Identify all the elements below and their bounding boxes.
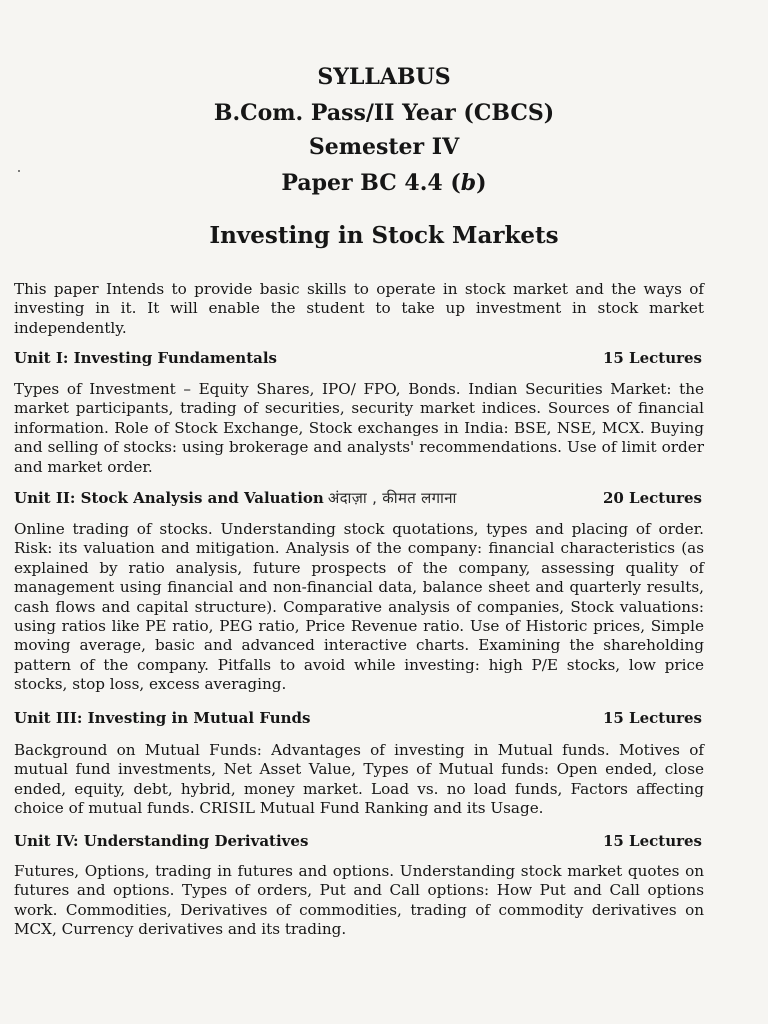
handwritten-note: अंदाज़ा , कीमत लगाना <box>327 489 457 507</box>
unit-1-heading <box>14 348 702 368</box>
paper-code-close: ) <box>476 170 487 196</box>
unit-2-lectures: 20 Lectures <box>602 489 702 507</box>
unit-3-body: Background on Mutual Funds: Advantages of investing in Mutual funds. Motives of mutual fund investments, Net Asset Value, Types of Mutual funds: Open ended, close ended, equity, debt, hybrid, money market. Load vs. no load funds, Factors affecting choice of mutual funds. CRISIL Mutual Fund Ranking and its Usage. <box>14 741 704 818</box>
unit-4-body: Futures, Options, trading in futures and options. Understanding stock market quotes on futures and options. Types of orders, Put and Call options: How Put and Call options work. Commodities, Derivatives of commodities, trading of commodity derivatives on MCX, Currency derivatives and its trading. <box>14 862 704 939</box>
unit-4-title: Unit IV: Understanding Derivatives <box>14 832 309 850</box>
paper-code: Paper BC 4.4 ( <box>281 170 461 196</box>
intro-paragraph: This paper Intends to provide basic skills to operate in stock market and the ways of investing in it. It will enable the student to take up investment in stock market independently. <box>14 280 704 337</box>
unit-4-lectures: 15 Lectures <box>602 832 702 850</box>
course-heading: B.Com. Pass/II Year (CBCS) <box>213 100 555 126</box>
unit-2-title <box>14 488 457 508</box>
paper-heading <box>0 172 768 194</box>
unit-1-lectures: 15 Lectures <box>602 349 702 367</box>
unit-2-body: Online trading of stocks. Understanding stock quotations, types and placing of order. Risk: its valuation and mitigation. Analysis of the company: financial characteristics (as explained by ratio analysis, future prospects of the company, assessing quality of management using financial and non-financial data, balance sheet and quarterly results, cash flows and capital structure). Comparative analysis of companies, Stock valuations: using ratios like PE ratio, PEG ratio, Price Revenue ratio. Use of Historic prices, Simple moving average, basic and advanced interactive charts. Examining the shareholding pattern of the company. Pitfalls to avoid while investing: high P/E stocks, low price stocks, stop loss, excess averaging. <box>14 520 704 694</box>
unit-3-heading <box>14 708 702 728</box>
unit-4-heading <box>14 831 702 851</box>
unit-2-heading <box>14 488 702 508</box>
semester-heading: Semester IV <box>308 134 460 160</box>
subject-title: Investing in Stock Markets <box>209 222 559 249</box>
syllabus-heading: SYLLABUS <box>317 64 451 90</box>
unit-3-title: Unit III: Investing in Mutual Funds <box>14 709 311 727</box>
unit-2-title-text: Unit II: Stock Analysis and Valuation <box>14 489 324 507</box>
paper-code-letter: b <box>460 170 477 196</box>
unit-3-lectures: 15 Lectures <box>602 709 702 727</box>
unit-1-title: Unit I: Investing Fundamentals <box>14 349 277 367</box>
unit-1-body: Types of Investment – Equity Shares, IPO/ FPO, Bonds. Indian Securities Market: the market participants, trading of securities, security market indices. Sources of financial information. Role of Stock Exchange, Stock exchanges in India: BSE, NSE, MCX. Buying and selling of stocks: using brokerage and analysts' recommendations. Use of limit order and market order. <box>14 380 704 476</box>
